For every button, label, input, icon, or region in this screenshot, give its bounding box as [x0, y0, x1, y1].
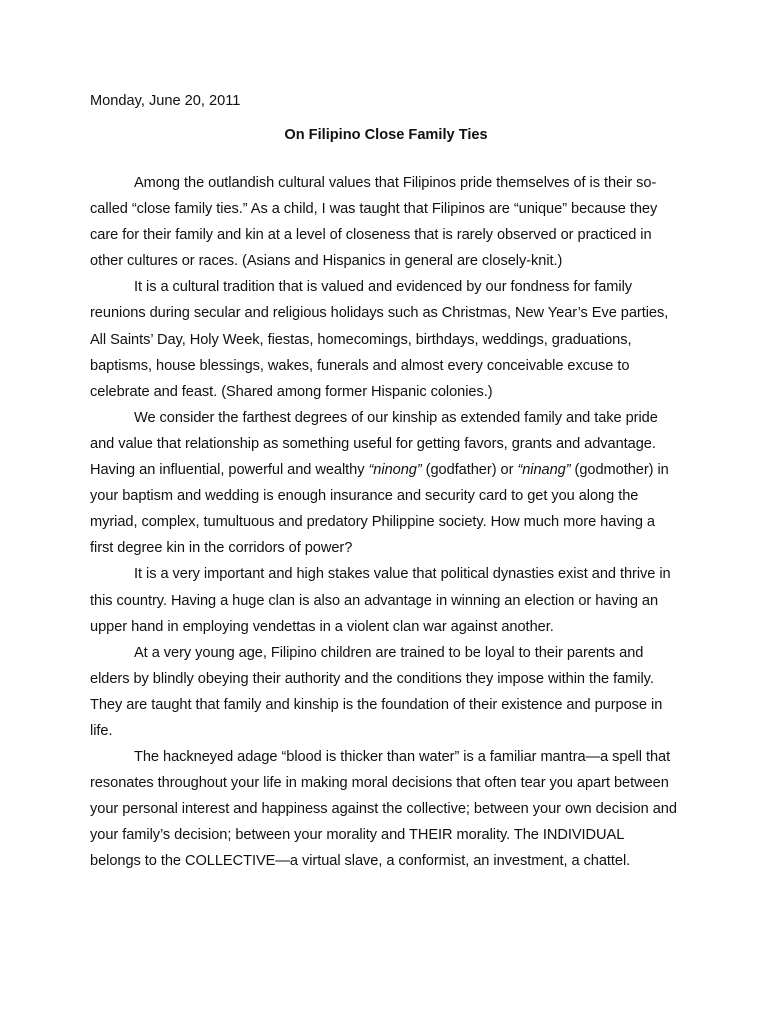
body-paragraph [90, 274, 678, 404]
paragraph-text: It is a very important and high stakes value that political dynasties exist and thrive in this country. Having a huge clan is also an advantage in winning an election or having an upper hand in employing vendettas in a violent clan war against another. [90, 566, 671, 635]
paragraph-text: At a very young age, Filipino children are trained to be loyal to their parents and elders by blindly obeying their authority and the conditions they impose within the family. They are taught that family and kinship is the foundation of their existence and purpose in life. [90, 644, 663, 739]
body-paragraph [90, 744, 678, 874]
italic-term: “ninang” [517, 462, 571, 479]
paragraph-text: We consider the farthest degrees of our kinship as extended family and take pride and value that relationship as something useful for getting favors, grants and advantage. Having an influential, powerful and wealthy [90, 409, 658, 479]
paragraph-text: The hackneyed adage “blood is thicker than water” is a familiar mantra—a spell that resonates throughout your life in making moral decisions that often tear you apart between your personal interest and happiness against the collective; between your own decision and your family’s decision; between your morality and THEIR morality. The INDIVIDUAL belongs to the COLLECTIVE—a virtual slave, a conformist, an investment, a chattel. [90, 749, 677, 870]
paragraph-text: (godfather) or [421, 462, 518, 479]
paragraph-text: Among the outlandish cultural values that Filipinos pride themselves of is their so-called “close family ties.” As a child, I was taught that Filipinos are “unique” because they care for their family and kin at a level of closeness that is rarely observed or practiced in other cultures or races. (Asians and Hispanics in general are closely-knit.) [90, 175, 658, 270]
paragraph-text: (godmother) in your baptism and wedding is enough insurance and security card to get you along the myriad, complex, tumultuous and predatory Philippine society. How much more having a first degree kin in the corridors of power? [90, 462, 669, 557]
italic-term: “ninong” [368, 462, 422, 479]
document-date: Monday, June 20, 2011 [90, 93, 241, 109]
document-title: On Filipino Close Family Ties [284, 127, 488, 143]
body-paragraph [90, 640, 678, 744]
body-paragraph [90, 561, 678, 639]
document-body [90, 170, 678, 875]
paragraph-text: It is a cultural tradition that is valued and evidenced by our fondness for family reunions during secular and religious holidays such as Christmas, New Year’s Eve parties, All Saints’ Day, Holy Week, fiestas, homecomings, birthdays, weddings, graduations, baptisms, house blessings, wakes, funerals and almost every conceivable excuse to celebrate and feast. (Shared among former Hispanic colonies.) [90, 279, 669, 400]
body-paragraph [90, 405, 678, 562]
body-paragraph [90, 170, 678, 274]
